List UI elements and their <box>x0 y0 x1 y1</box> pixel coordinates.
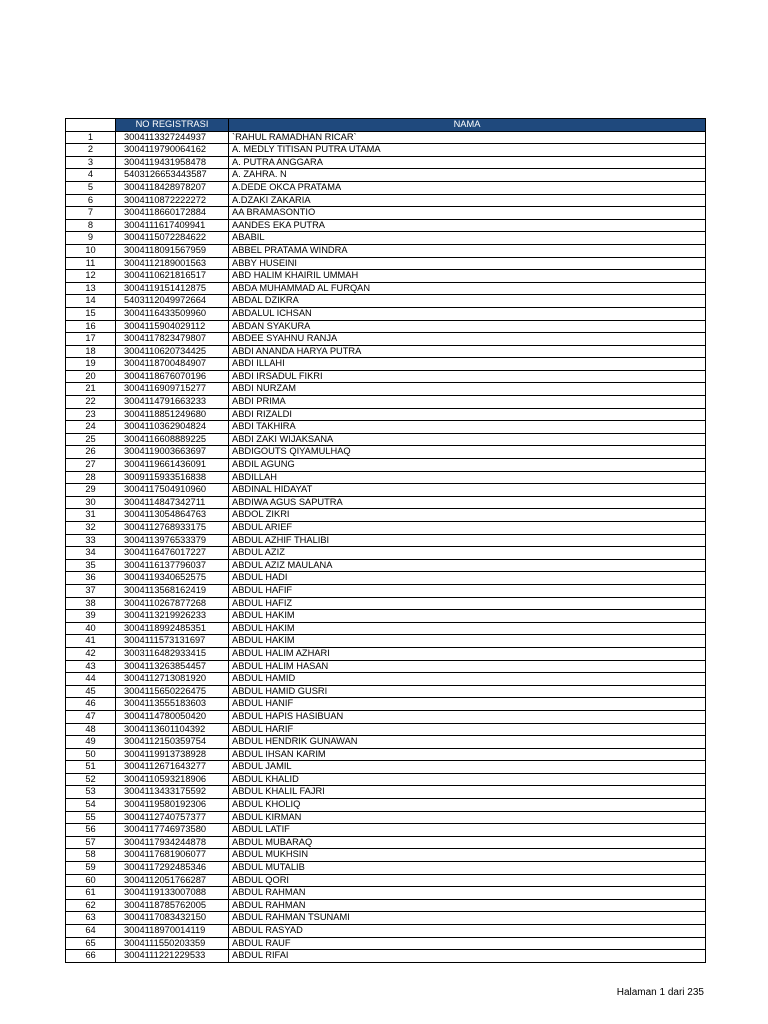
registration-number: 3004119133007088 <box>116 887 229 900</box>
registration-number: 3004114847342711 <box>116 496 229 509</box>
row-number: 38 <box>66 597 116 610</box>
student-name: ABDI ANANDA HARYA PUTRA <box>229 345 706 358</box>
table-row <box>66 673 706 686</box>
student-name: ABDAN SYAKURA <box>229 320 706 333</box>
student-name: ABBY HUSEINI <box>229 257 706 270</box>
table-row <box>66 572 706 585</box>
student-name: ABDUL ARIEF <box>229 522 706 535</box>
row-number: 49 <box>66 736 116 749</box>
registration-number: 3009115933516838 <box>116 471 229 484</box>
row-number: 22 <box>66 396 116 409</box>
table-row <box>66 647 706 660</box>
registration-table <box>65 118 706 963</box>
header-nama: NAMA <box>229 119 706 132</box>
row-number: 7 <box>66 207 116 220</box>
registration-number: 3004119661436091 <box>116 459 229 472</box>
table-row <box>66 370 706 383</box>
row-number: 45 <box>66 685 116 698</box>
student-name: ABDUL QORI <box>229 874 706 887</box>
row-number: 5 <box>66 181 116 194</box>
student-name: ABDUL KIRMAN <box>229 811 706 824</box>
registration-number: 3004119151412875 <box>116 282 229 295</box>
registration-number: 3004113054864763 <box>116 509 229 522</box>
student-name: ABDUL RAHMAN <box>229 887 706 900</box>
student-name: ABDI PRIMA <box>229 396 706 409</box>
registration-number: 3004113433175592 <box>116 786 229 799</box>
student-name: ABDUL KHOLIQ <box>229 799 706 812</box>
table-row <box>66 899 706 912</box>
header-no <box>66 119 116 132</box>
student-name: ABDA MUHAMMAD AL FURQAN <box>229 282 706 295</box>
row-number: 28 <box>66 471 116 484</box>
table-row <box>66 660 706 673</box>
registration-number: 3004111550203359 <box>116 937 229 950</box>
table-row <box>66 547 706 560</box>
registration-number: 3004118785762005 <box>116 899 229 912</box>
registration-number: 3004113601104392 <box>116 723 229 736</box>
student-name: ABDI RIZALDI <box>229 408 706 421</box>
table-row <box>66 244 706 257</box>
registration-number: 3004117292485346 <box>116 862 229 875</box>
registration-number: 3004117934244878 <box>116 836 229 849</box>
row-number: 61 <box>66 887 116 900</box>
row-number: 9 <box>66 232 116 245</box>
table-row <box>66 496 706 509</box>
row-number: 24 <box>66 421 116 434</box>
table-row <box>66 736 706 749</box>
student-name: AA BRAMASONTIO <box>229 207 706 220</box>
student-name: ABDUL RAHMAN <box>229 899 706 912</box>
student-name: ABDUL RIFAI <box>229 950 706 963</box>
registration-number: 3004115072284622 <box>116 232 229 245</box>
registration-number: 3004116909715277 <box>116 383 229 396</box>
table-row <box>66 710 706 723</box>
registration-number: 3004117681906077 <box>116 849 229 862</box>
table-row <box>66 534 706 547</box>
student-name: ABDEE SYAHNU RANJA <box>229 333 706 346</box>
row-number: 17 <box>66 333 116 346</box>
registration-number: 3004113263854457 <box>116 660 229 673</box>
registration-number: 3004118676070196 <box>116 370 229 383</box>
student-name: ABABIL <box>229 232 706 245</box>
row-number: 52 <box>66 773 116 786</box>
student-name: ABDUL HANIF <box>229 698 706 711</box>
row-number: 58 <box>66 849 116 862</box>
table-row <box>66 484 706 497</box>
row-number: 29 <box>66 484 116 497</box>
student-name: ABDUL HAMID GUSRI <box>229 685 706 698</box>
student-name: ABDUL HAFIZ <box>229 597 706 610</box>
table-row <box>66 144 706 157</box>
table-row <box>66 421 706 434</box>
row-number: 64 <box>66 925 116 938</box>
registration-number: 3004112150359754 <box>116 736 229 749</box>
row-number: 34 <box>66 547 116 560</box>
registration-number: 5403112049972664 <box>116 295 229 308</box>
row-number: 55 <box>66 811 116 824</box>
row-number: 10 <box>66 244 116 257</box>
table-row <box>66 887 706 900</box>
table-row <box>66 773 706 786</box>
row-number: 39 <box>66 610 116 623</box>
table-row <box>66 836 706 849</box>
student-name: ABDUL HAMID <box>229 673 706 686</box>
row-number: 8 <box>66 219 116 232</box>
table-row <box>66 597 706 610</box>
row-number: 33 <box>66 534 116 547</box>
table-row <box>66 232 706 245</box>
student-name: A. MEDLY TITISAN PUTRA UTAMA <box>229 144 706 157</box>
registration-number: 3004119340652575 <box>116 572 229 585</box>
student-name: ABDUL AZIZ <box>229 547 706 560</box>
table-row <box>66 748 706 761</box>
row-number: 13 <box>66 282 116 295</box>
student-name: A. ZAHRA. N <box>229 169 706 182</box>
student-name: ABDUL MUKHSIN <box>229 849 706 862</box>
student-name: `RAHUL RAMADHAN RICAR` <box>229 131 706 144</box>
table-row <box>66 622 706 635</box>
table-row <box>66 358 706 371</box>
registration-number: 3004110620734425 <box>116 345 229 358</box>
student-name: ABDUL RAHMAN TSUNAMI <box>229 912 706 925</box>
row-number: 41 <box>66 635 116 648</box>
registration-number: 3003116482933415 <box>116 647 229 660</box>
row-number: 35 <box>66 559 116 572</box>
registration-number: 3004114791663233 <box>116 396 229 409</box>
table-row <box>66 181 706 194</box>
student-name: ABDI IRSADUL FIKRI <box>229 370 706 383</box>
student-name: ABDUL IHSAN KARIM <box>229 748 706 761</box>
row-number: 43 <box>66 660 116 673</box>
row-number: 54 <box>66 799 116 812</box>
student-name: ABDIWA AGUS SAPUTRA <box>229 496 706 509</box>
student-name: ABDI NURZAM <box>229 383 706 396</box>
table-row <box>66 257 706 270</box>
student-name: ABDI ILLAHI <box>229 358 706 371</box>
registration-number: 3004113976533379 <box>116 534 229 547</box>
row-number: 65 <box>66 937 116 950</box>
registration-number: 3004119913738928 <box>116 748 229 761</box>
registration-number: 3004118970014119 <box>116 925 229 938</box>
student-name: ABDUL HALIM AZHARI <box>229 647 706 660</box>
student-name: ABDUL HADI <box>229 572 706 585</box>
row-number: 19 <box>66 358 116 371</box>
student-name: ABDILLAH <box>229 471 706 484</box>
registration-number: 3004117504910960 <box>116 484 229 497</box>
registration-number: 3004118660172884 <box>116 207 229 220</box>
row-number: 6 <box>66 194 116 207</box>
registration-number: 3004117083432150 <box>116 912 229 925</box>
row-number: 11 <box>66 257 116 270</box>
student-name: ABDI TAKHIRA <box>229 421 706 434</box>
registration-number: 3004111573131697 <box>116 635 229 648</box>
row-number: 26 <box>66 446 116 459</box>
registration-number: 3004110362904824 <box>116 421 229 434</box>
registration-number: 3004118700484907 <box>116 358 229 371</box>
table-row <box>66 307 706 320</box>
registration-number: 3004110593218906 <box>116 773 229 786</box>
student-name: ABDUL RASYAD <box>229 925 706 938</box>
row-number: 63 <box>66 912 116 925</box>
registration-number: 3004114780050420 <box>116 710 229 723</box>
header-registrasi: NO REGISTRASI <box>116 119 229 132</box>
student-name: ABBEL PRATAMA WINDRA <box>229 244 706 257</box>
row-number: 25 <box>66 433 116 446</box>
registration-number: 3004119003663697 <box>116 446 229 459</box>
student-name: ABDIGOUTS QIYAMULHAQ <box>229 446 706 459</box>
registration-number: 3004110621816517 <box>116 270 229 283</box>
table-row <box>66 522 706 535</box>
table-row <box>66 383 706 396</box>
row-number: 27 <box>66 459 116 472</box>
row-number: 14 <box>66 295 116 308</box>
registration-number: 3004113555183603 <box>116 698 229 711</box>
student-name: ABDUL JAMIL <box>229 761 706 774</box>
row-number: 44 <box>66 673 116 686</box>
table-row <box>66 459 706 472</box>
registration-number: 3004117823479807 <box>116 333 229 346</box>
registration-number: 3004119790064162 <box>116 144 229 157</box>
student-name: ABDUL HAKIM <box>229 610 706 623</box>
table-header-row <box>66 119 706 132</box>
student-name: ABDUL HAKIM <box>229 635 706 648</box>
table-row <box>66 786 706 799</box>
table-row <box>66 761 706 774</box>
row-number: 56 <box>66 824 116 837</box>
student-name: ABDUL RAUF <box>229 937 706 950</box>
table-row <box>66 408 706 421</box>
table-row <box>66 824 706 837</box>
student-name: ABDUL HENDRIK GUNAWAN <box>229 736 706 749</box>
row-number: 4 <box>66 169 116 182</box>
table-row <box>66 635 706 648</box>
registration-number: 3004116608889225 <box>116 433 229 446</box>
student-name: ABDAL DZIKRA <box>229 295 706 308</box>
row-number: 37 <box>66 584 116 597</box>
row-number: 47 <box>66 710 116 723</box>
table-row <box>66 396 706 409</box>
row-number: 1 <box>66 131 116 144</box>
student-name: ABD HALIM KHAIRIL UMMAH <box>229 270 706 283</box>
table-row <box>66 333 706 346</box>
registration-number: 3004117746973580 <box>116 824 229 837</box>
table-row <box>66 207 706 220</box>
student-name: ABDUL HAKIM <box>229 622 706 635</box>
row-number: 48 <box>66 723 116 736</box>
row-number: 50 <box>66 748 116 761</box>
student-name: ABDUL KHALIL FAJRI <box>229 786 706 799</box>
row-number: 60 <box>66 874 116 887</box>
registration-number: 3004116433509960 <box>116 307 229 320</box>
registration-number: 3004118992485351 <box>116 622 229 635</box>
registration-number: 3004110267877268 <box>116 597 229 610</box>
table-row <box>66 282 706 295</box>
student-name: ABDUL HALIM HASAN <box>229 660 706 673</box>
table-row <box>66 799 706 812</box>
registration-number: 3004118851249680 <box>116 408 229 421</box>
row-number: 23 <box>66 408 116 421</box>
table-row <box>66 446 706 459</box>
table-row <box>66 156 706 169</box>
table-row <box>66 169 706 182</box>
table-row <box>66 270 706 283</box>
row-number: 66 <box>66 950 116 963</box>
student-name: A.DEDE OKCA PRATAMA <box>229 181 706 194</box>
registration-number: 3004112768933175 <box>116 522 229 535</box>
registration-number: 3004118428978207 <box>116 181 229 194</box>
row-number: 12 <box>66 270 116 283</box>
registration-number: 3004110872222272 <box>116 194 229 207</box>
row-number: 16 <box>66 320 116 333</box>
student-name: A.DZAKI ZAKARIA <box>229 194 706 207</box>
registration-number: 3004115650226475 <box>116 685 229 698</box>
table-row <box>66 433 706 446</box>
student-name: ABDUL HAPIS HASIBUAN <box>229 710 706 723</box>
row-number: 18 <box>66 345 116 358</box>
table-row <box>66 320 706 333</box>
registration-number: 3004112671643277 <box>116 761 229 774</box>
table-row <box>66 862 706 875</box>
student-name: ABDUL HAFIF <box>229 584 706 597</box>
table-row <box>66 874 706 887</box>
registration-number: 3004119431958478 <box>116 156 229 169</box>
registration-number: 3004113327244937 <box>116 131 229 144</box>
row-number: 30 <box>66 496 116 509</box>
row-number: 15 <box>66 307 116 320</box>
row-number: 42 <box>66 647 116 660</box>
table-row <box>66 723 706 736</box>
student-name: ABDUL AZIZ MAULANA <box>229 559 706 572</box>
table-row <box>66 509 706 522</box>
student-name: ABDUL HARIF <box>229 723 706 736</box>
table-row <box>66 937 706 950</box>
table-row <box>66 471 706 484</box>
table-row <box>66 950 706 963</box>
table-row <box>66 925 706 938</box>
row-number: 40 <box>66 622 116 635</box>
registration-number: 5403126653443587 <box>116 169 229 182</box>
row-number: 21 <box>66 383 116 396</box>
table-row <box>66 345 706 358</box>
registration-number: 3004112740757377 <box>116 811 229 824</box>
row-number: 36 <box>66 572 116 585</box>
student-name: AANDES EKA PUTRA <box>229 219 706 232</box>
registration-number: 3004119580192306 <box>116 799 229 812</box>
table-row <box>66 849 706 862</box>
row-number: 57 <box>66 836 116 849</box>
student-name: ABDOL ZIKRI <box>229 509 706 522</box>
student-name: ABDI ZAKI WIJAKSANA <box>229 433 706 446</box>
registration-number: 3004111221229533 <box>116 950 229 963</box>
row-number: 46 <box>66 698 116 711</box>
student-name: ABDUL KHALID <box>229 773 706 786</box>
student-name: ABDUL LATIF <box>229 824 706 837</box>
table-row <box>66 219 706 232</box>
student-name: A. PUTRA ANGGARA <box>229 156 706 169</box>
table-body <box>66 131 706 962</box>
row-number: 32 <box>66 522 116 535</box>
row-number: 20 <box>66 370 116 383</box>
row-number: 2 <box>66 144 116 157</box>
row-number: 53 <box>66 786 116 799</box>
row-number: 59 <box>66 862 116 875</box>
registration-number: 3004111617409941 <box>116 219 229 232</box>
registration-number: 3004116476017227 <box>116 547 229 560</box>
registration-number: 3004116137796037 <box>116 559 229 572</box>
table-row <box>66 912 706 925</box>
student-name: ABDINAL HIDAYAT <box>229 484 706 497</box>
table-row <box>66 559 706 572</box>
table-row <box>66 131 706 144</box>
table-row <box>66 685 706 698</box>
row-number: 51 <box>66 761 116 774</box>
registration-number: 3004118091567959 <box>116 244 229 257</box>
row-number: 31 <box>66 509 116 522</box>
table-row <box>66 194 706 207</box>
student-name: ABDUL MUTALIB <box>229 862 706 875</box>
page-number: Halaman 1 dari 235 <box>616 987 704 998</box>
registration-number: 3004113219926233 <box>116 610 229 623</box>
registration-number: 3004112051766287 <box>116 874 229 887</box>
student-name: ABDALUL ICHSAN <box>229 307 706 320</box>
registration-number: 3004115904029112 <box>116 320 229 333</box>
student-name: ABDIL AGUNG <box>229 459 706 472</box>
table-row <box>66 295 706 308</box>
row-number: 3 <box>66 156 116 169</box>
student-name: ABDUL MUBARAQ <box>229 836 706 849</box>
table-row <box>66 584 706 597</box>
table-row <box>66 698 706 711</box>
registration-number: 3004113568162419 <box>116 584 229 597</box>
table-row <box>66 610 706 623</box>
table-row <box>66 811 706 824</box>
row-number: 62 <box>66 899 116 912</box>
registration-number: 3004112713081920 <box>116 673 229 686</box>
registration-number: 3004112189001563 <box>116 257 229 270</box>
student-name: ABDUL AZHIF THALIBI <box>229 534 706 547</box>
